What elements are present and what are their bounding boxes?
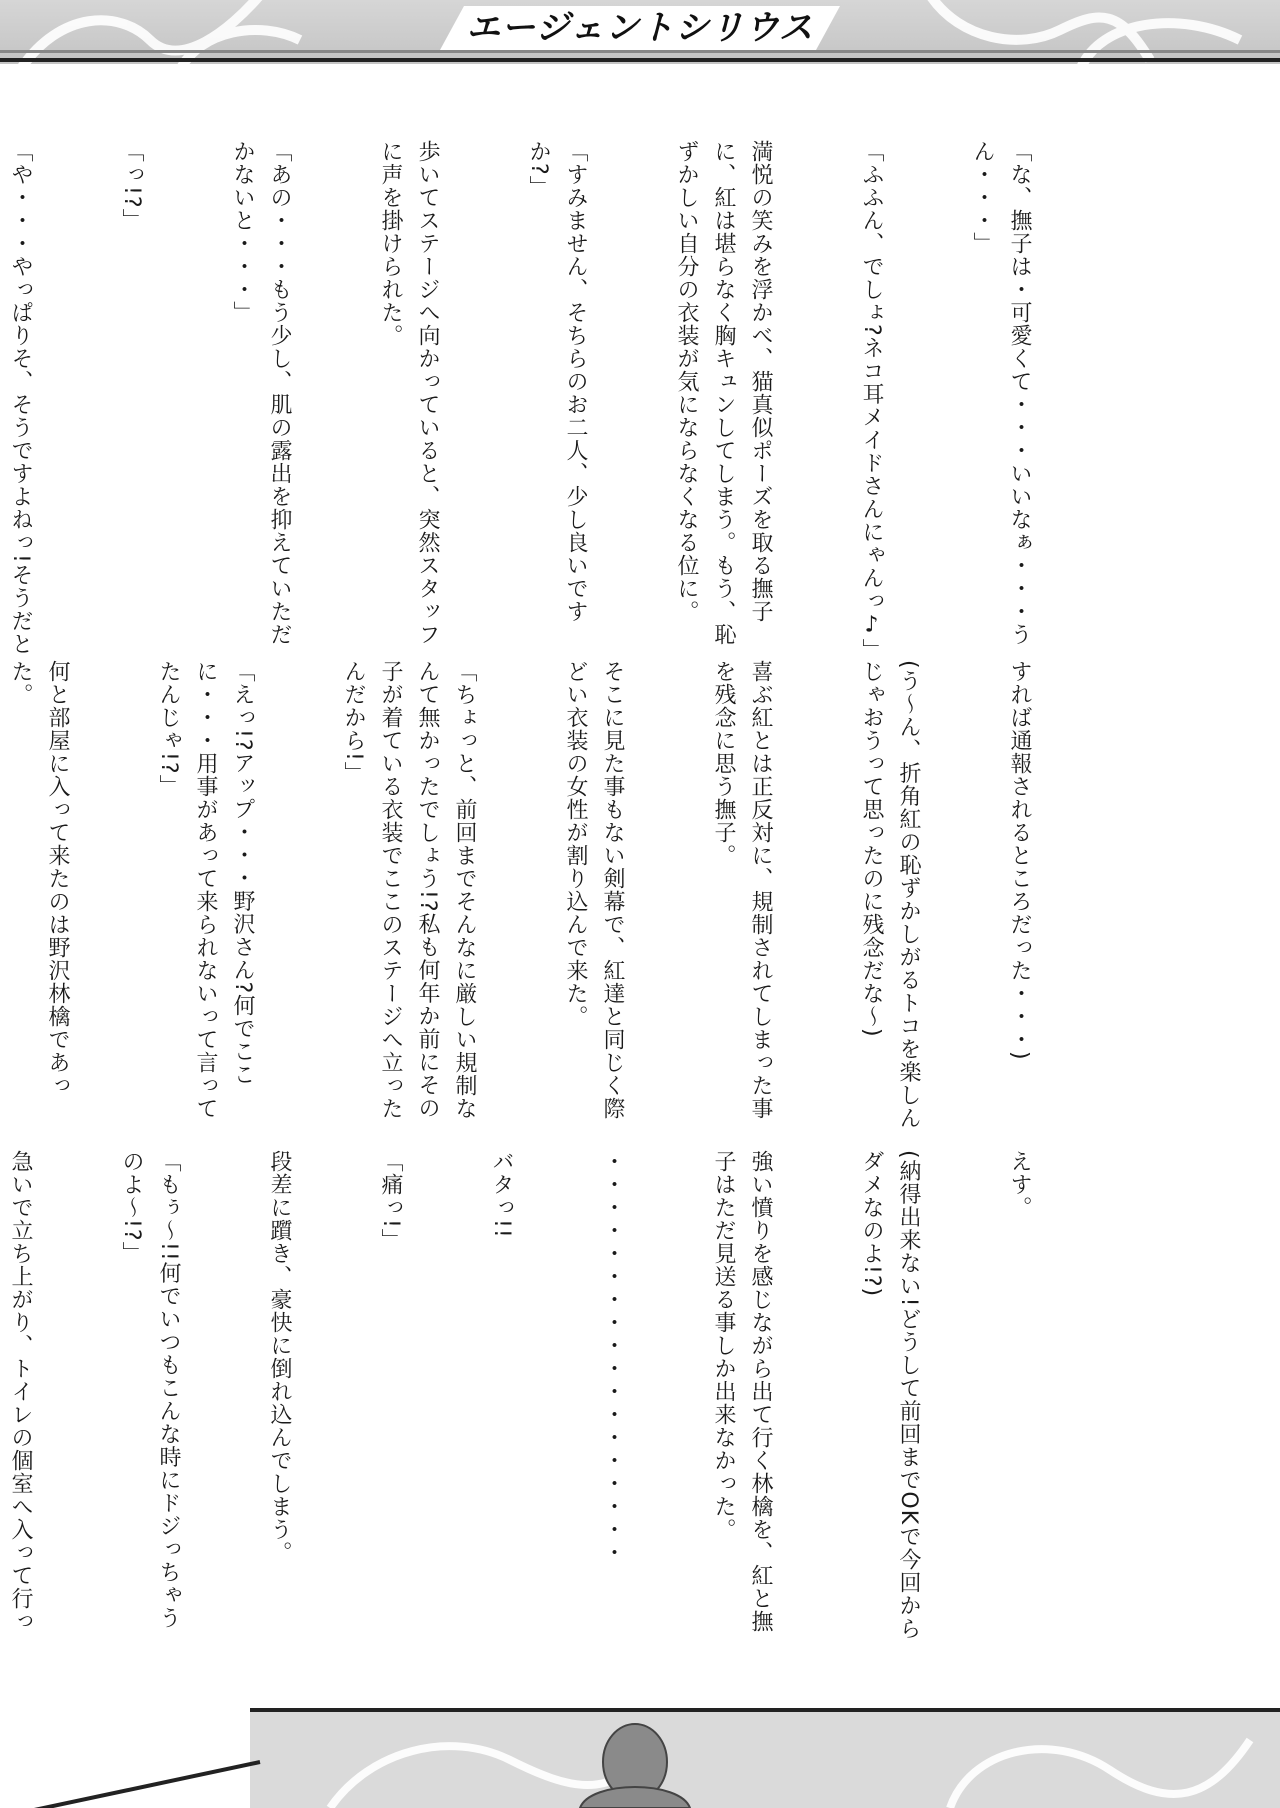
text-line: 満悦の笑みを浮かべ、猫真似ポーズを取る撫子に、紅は堪らなく胸キュンしてしまう。もう、恥ずかしい自分の衣装が気にならなくなる位に。 <box>674 140 773 646</box>
text-line: 「もぅ〜!!何でいつもこんな時にドジっちゃうのよ〜!?」 <box>119 1150 181 1630</box>
page-title: エージェントシリウス <box>466 8 814 48</box>
header-rule <box>0 58 1280 62</box>
footer-illustration <box>250 1710 1280 1808</box>
text-line: 歩いてステージへ向かっていると、突然スタッフに声を掛けられた。 <box>378 140 440 646</box>
text-block-top <box>8 140 1112 662</box>
text-line: 急いで立ち上がり、トイレの個室へ入って行っ <box>8 1150 33 1633</box>
text-line: 「痛っ!」 <box>378 1150 403 1252</box>
text-line: 「や・・・やっぱりそ、そうですよねっ!そうだと <box>8 140 33 656</box>
text-line: (納得出来ない!どうして前回までOKで今回からダメなのよ!?) <box>859 1150 921 1641</box>
text-line: 「な、撫子は・可愛くて・・・いいなぁ・・・うん・・・」 <box>970 140 1032 646</box>
footer-slant-rule <box>5 1760 260 1808</box>
text-line: バタっ!! <box>489 1150 514 1239</box>
text-block-bottom <box>8 1150 1112 1650</box>
text-line: 何と部屋に入って来たのは野沢林檎であった。 <box>8 660 70 1097</box>
text-line: 「っ!?」 <box>119 140 144 232</box>
page-header <box>0 0 1280 64</box>
text-line: 「えっ!?アップ・・・野沢さん?何でここに・・・用事があって来られないって言ってたんじゃ!?」 <box>156 660 255 1120</box>
footer-rule <box>250 1708 1280 1712</box>
text-line: 「すみません、そちらのお二人、少し良いですか?」 <box>526 140 588 623</box>
text-line: ・・・・・・・・・・・・・・・・・・ <box>600 1150 625 1564</box>
text-line: (う〜ん、折角紅の恥ずかしがるトコを楽しんじゃおうって思ったのに残念だな〜) <box>859 660 921 1130</box>
header-stripe <box>0 50 1280 53</box>
page-footer <box>0 1700 1280 1808</box>
text-line: そこに見た事もない剣幕で、紅達と同じく際どい衣装の女性が割り込んで来た。 <box>563 660 625 1120</box>
text-line: 「ふふん、でしょ?ネコ耳メイドさんにゃんっ♪」 <box>859 140 884 662</box>
character-figure <box>580 1724 690 1808</box>
text-block-middle <box>8 660 1112 1140</box>
text-line: 「ちょっと、前回までそんなに厳しい規制なんて無かったでしょう!?私も何年か前にその子が着ている衣装でここのステージへ立ったんだから!」 <box>341 660 477 1120</box>
text-line: すれば通報されるところだった・・・) <box>1007 660 1032 1061</box>
text-line: 強い憤りを感じながら出て行く林檎を、紅と撫子はただ見送る事しか出来なかった。 <box>711 1150 773 1633</box>
text-line: 「あの・・・もう少し、肌の露出を抑えていただかないと・・・」 <box>230 140 292 646</box>
text-line: 喜ぶ紅とは正反対に、規制されてしまった事を残念に思う撫子。 <box>711 660 773 1120</box>
text-line: 段差に躓き、豪快に倒れ込んでしまう。 <box>267 1150 292 1564</box>
text-line: えす。 <box>1007 1150 1032 1219</box>
